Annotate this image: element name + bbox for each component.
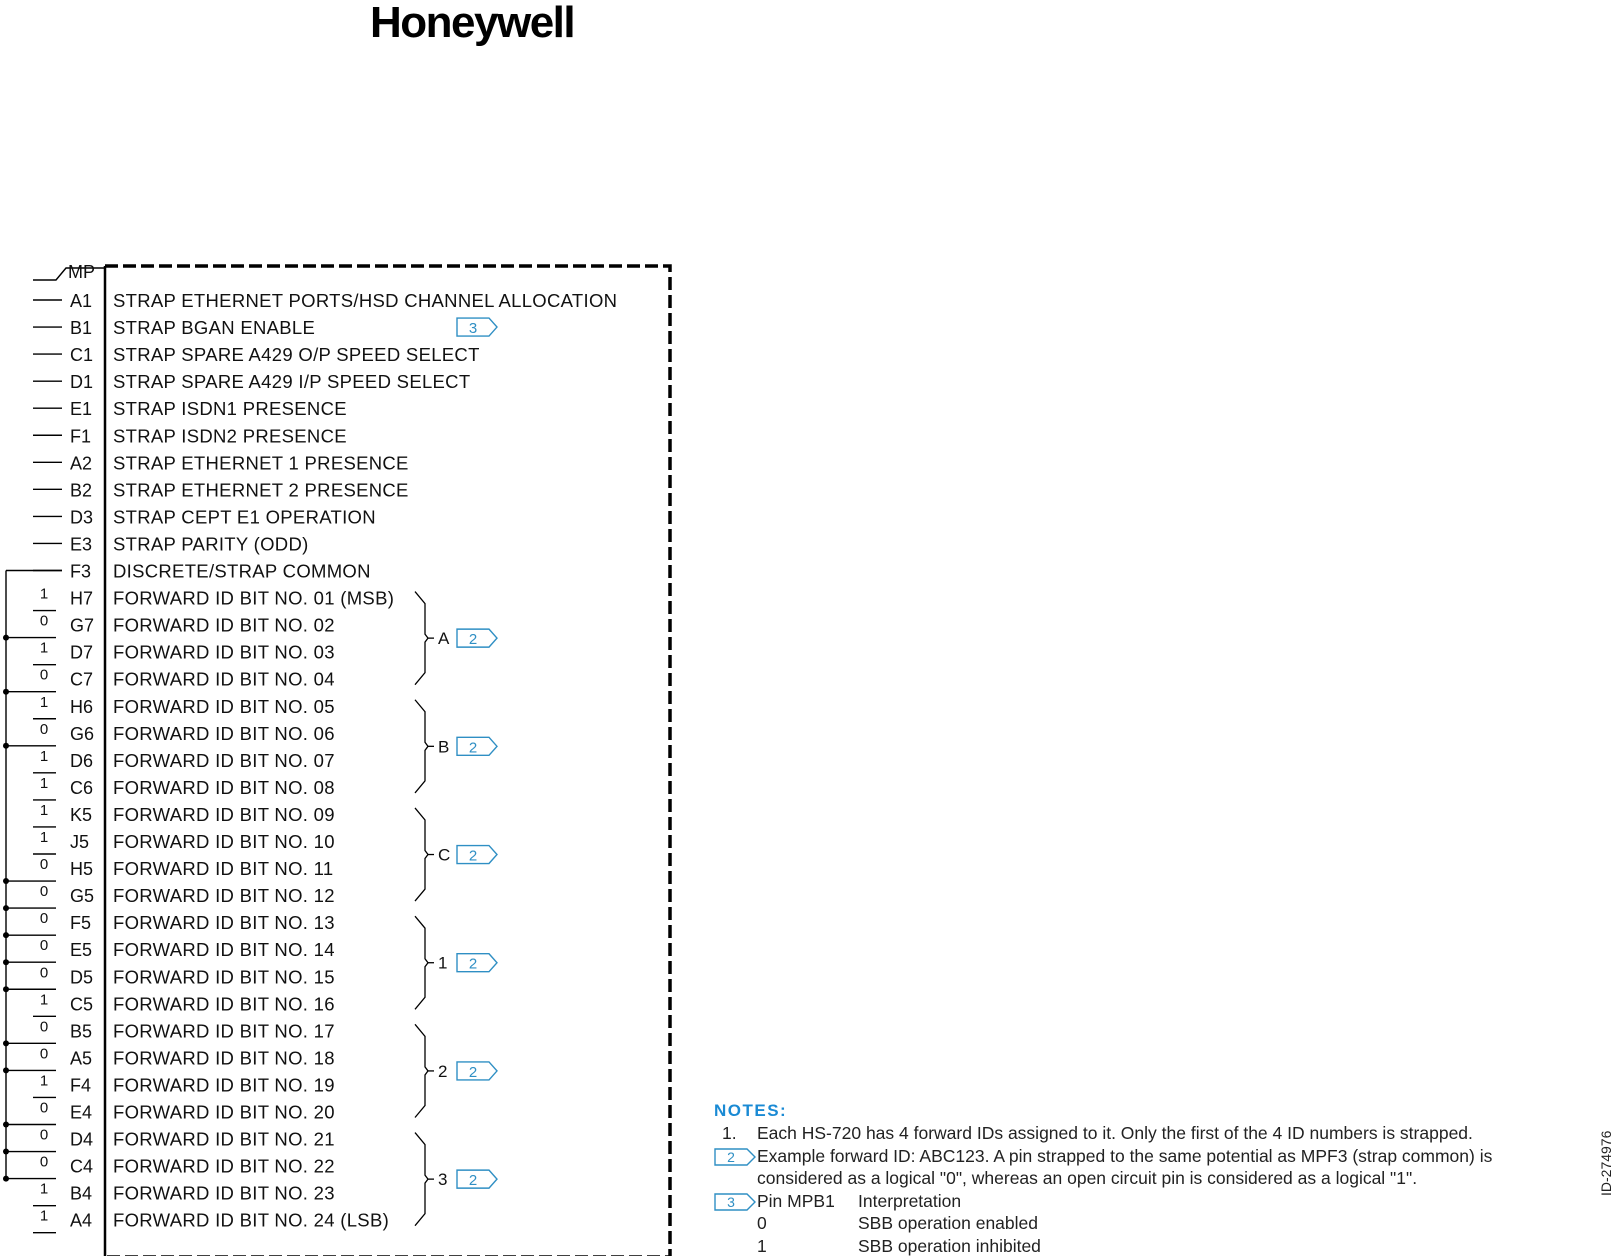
pin-id: K5: [70, 805, 92, 825]
pin-row: [33, 856, 333, 881]
signal-name: FORWARD ID BIT NO. 05: [113, 696, 335, 717]
note-3-col2-header: Interpretation: [858, 1190, 961, 1213]
group-brace: [415, 1133, 497, 1226]
pin-id: A5: [70, 1048, 92, 1068]
signal-name: FORWARD ID BIT NO. 12: [113, 885, 335, 906]
bit-value: 0: [40, 721, 48, 738]
signal-name: STRAP ISDN2 PRESENCE: [113, 425, 347, 446]
note-3-row: [714, 1212, 1594, 1235]
signal-name: FORWARD ID BIT NO. 21: [113, 1129, 335, 1150]
pin-strapping-diagram: [0, 0, 690, 1256]
brace-shape: [415, 1024, 428, 1117]
junction-dot: [3, 959, 9, 965]
brace-shape: [415, 808, 428, 901]
bit-value: 1: [40, 694, 48, 711]
pin-id: D1: [70, 372, 93, 392]
pin-row: [33, 479, 409, 500]
pin-id: C4: [70, 1157, 93, 1177]
signal-name: DISCRETE/STRAP COMMON: [113, 561, 371, 582]
bit-value: 0: [40, 613, 48, 630]
drawing-id: ID-274976: [1598, 1131, 1614, 1196]
pin-id: J5: [70, 832, 89, 852]
pin-id: E1: [70, 399, 92, 419]
pin-id: D7: [70, 643, 93, 663]
signal-name: FORWARD ID BIT NO. 20: [113, 1102, 335, 1123]
pin-row: [33, 640, 335, 665]
pin-id: H7: [70, 589, 93, 609]
junction-dot: [3, 1176, 9, 1182]
signal-name: STRAP ETHERNET 1 PRESENCE: [113, 452, 409, 473]
note-3-row-value: 1: [757, 1235, 767, 1257]
group-label: C: [438, 846, 450, 865]
svg-text:2: 2: [469, 739, 477, 756]
pin-id: F5: [70, 913, 91, 933]
bit-value: 1: [40, 640, 48, 657]
pin-row: [33, 910, 335, 935]
pin-row: [33, 561, 371, 582]
junction-dot: [3, 743, 9, 749]
bit-value: 1: [40, 748, 48, 765]
note-flag-2-icon: 2: [714, 1148, 756, 1166]
signal-name: FORWARD ID BIT NO. 24 (LSB): [113, 1210, 389, 1231]
pin-rows: [33, 290, 617, 1233]
signal-name: STRAP SPARE A429 O/P SPEED SELECT: [113, 344, 480, 365]
note-1-text: Each HS-720 has 4 forward IDs assigned to it. Only the first of the 4 ID numbers is strapped.: [757, 1122, 1473, 1145]
note-2: [714, 1145, 1594, 1168]
bit-value: 0: [40, 856, 48, 873]
bit-value: 1: [40, 1072, 48, 1089]
note-flag-3-icon: 3: [714, 1193, 756, 1211]
pin-id: G6: [70, 724, 94, 744]
pin-id: D6: [70, 751, 93, 771]
note-flag-icon: [457, 846, 497, 865]
junction-dot: [3, 932, 9, 938]
pin-row: [33, 883, 335, 908]
bit-value: 0: [40, 667, 48, 684]
signal-name: STRAP PARITY (ODD): [113, 533, 309, 554]
signal-name: FORWARD ID BIT NO. 17: [113, 1020, 335, 1041]
signal-name: FORWARD ID BIT NO. 09: [113, 804, 335, 825]
connector-label: MP: [68, 262, 95, 282]
pin-row: [33, 667, 335, 692]
notes-section: [714, 1100, 1594, 1257]
junction-dot: [3, 1149, 9, 1155]
pin-row: [33, 1181, 335, 1206]
signal-name: FORWARD ID BIT NO. 04: [113, 669, 335, 690]
signal-name: STRAP SPARE A429 I/P SPEED SELECT: [113, 371, 470, 392]
junction-dot: [3, 986, 9, 992]
signal-name: FORWARD ID BIT NO. 19: [113, 1074, 335, 1095]
note-2-text-line2: considered as a logical "0", whereas an open circuit pin is considered as a logical "1".: [757, 1167, 1417, 1190]
signal-name: FORWARD ID BIT NO. 18: [113, 1047, 335, 1068]
pin-row: [33, 613, 335, 638]
pin-id: D4: [70, 1130, 93, 1150]
bit-value: 0: [40, 1154, 48, 1171]
pin-id: F4: [70, 1075, 91, 1095]
brace-shape: [415, 1133, 428, 1226]
signal-name: STRAP ISDN1 PRESENCE: [113, 398, 347, 419]
pin-id: G5: [70, 886, 94, 906]
bit-value: 1: [40, 1181, 48, 1198]
signal-name: FORWARD ID BIT NO. 03: [113, 642, 335, 663]
pin-id: A4: [70, 1211, 92, 1231]
signal-name: STRAP CEPT E1 OPERATION: [113, 506, 376, 527]
signal-name: FORWARD ID BIT NO. 10: [113, 831, 335, 852]
bit-value: 0: [40, 1018, 48, 1035]
junction-dot: [3, 905, 9, 911]
bit-value: 0: [40, 910, 48, 927]
id-character-groups: [415, 592, 497, 1226]
pin-id: D5: [70, 967, 93, 987]
note-3: [714, 1190, 1594, 1213]
pin-id: C1: [70, 345, 93, 365]
bit-value: 0: [40, 937, 48, 954]
strap-common-bus: [3, 571, 62, 1182]
note-3-row: [714, 1235, 1594, 1257]
pin-id: F3: [70, 562, 91, 582]
signal-name: FORWARD ID BIT NO. 11: [113, 858, 333, 879]
pin-id: H6: [70, 697, 93, 717]
pin-row: [33, 425, 347, 446]
bit-value: 1: [40, 586, 48, 603]
bit-value: 0: [40, 1127, 48, 1144]
pin-id: E4: [70, 1103, 92, 1123]
pin-row: [33, 371, 470, 392]
signal-name: FORWARD ID BIT NO. 06: [113, 723, 335, 744]
bit-value: 1: [40, 802, 48, 819]
signal-name: STRAP BGAN ENABLE: [113, 317, 315, 338]
signal-name: FORWARD ID BIT NO. 08: [113, 777, 335, 798]
pin-id: G7: [70, 616, 94, 636]
bit-value: 1: [40, 775, 48, 792]
signal-name: STRAP ETHERNET 2 PRESENCE: [113, 479, 409, 500]
group-label: A: [438, 629, 450, 648]
pin-row: [33, 991, 335, 1016]
note-flag-icon: [457, 1170, 497, 1189]
notes-title: NOTES:: [714, 1100, 1594, 1122]
honeywell-logo: Honeywell: [370, 0, 574, 48]
pin-row: [33, 964, 335, 989]
note-1: [714, 1122, 1594, 1145]
pin-row: [33, 1100, 335, 1125]
junction-dot: [3, 1040, 9, 1046]
group-brace: [415, 1024, 497, 1117]
pin-id: B4: [70, 1184, 92, 1204]
bit-value: 1: [40, 829, 48, 846]
signal-name: FORWARD ID BIT NO. 02: [113, 615, 335, 636]
pin-row: [33, 775, 335, 800]
group-brace: [415, 808, 497, 901]
pin-id: C5: [70, 994, 93, 1014]
pin-row: [33, 1018, 335, 1043]
signal-name: FORWARD ID BIT NO. 13: [113, 912, 335, 933]
note-3-row-text: SBB operation inhibited: [858, 1235, 1041, 1257]
note-3-row-value: 0: [757, 1212, 767, 1235]
brace-shape: [415, 916, 428, 1009]
pin-id: C7: [70, 670, 93, 690]
bit-value: 0: [40, 964, 48, 981]
note-flag-icon: [457, 737, 497, 756]
pin-row: [33, 937, 335, 962]
group-label: B: [438, 737, 449, 756]
pin-row: [33, 829, 335, 854]
pin-row: [33, 533, 309, 554]
pin-row: [33, 317, 497, 338]
pin-row: [33, 1072, 335, 1097]
note-flag-icon: [457, 318, 497, 337]
note-flag-icon: [457, 1062, 497, 1081]
bit-value: 0: [40, 1045, 48, 1062]
pin-id: B2: [70, 480, 92, 500]
group-brace: [415, 916, 497, 1009]
signal-name: FORWARD ID BIT NO. 22: [113, 1156, 335, 1177]
svg-text:2: 2: [469, 631, 477, 648]
note-2-text-line1: Example forward ID: ABC123. A pin strapped to the same potential as MPF3 (strap common) is: [757, 1145, 1492, 1168]
group-label: 3: [438, 1170, 447, 1189]
pin-row: [33, 694, 335, 719]
note-flag-icon: [457, 629, 497, 648]
group-brace: [415, 700, 497, 793]
note-flag-icon: [457, 954, 497, 973]
signal-name: FORWARD ID BIT NO. 23: [113, 1183, 335, 1204]
svg-text:2: 2: [469, 848, 477, 865]
group-label: 1: [438, 954, 447, 973]
note-3-col1-header: Pin MPB1: [757, 1190, 835, 1213]
signal-name: STRAP ETHERNET PORTS/HSD CHANNEL ALLOCATION: [113, 290, 617, 311]
pin-row: [33, 506, 376, 527]
group-label: 2: [438, 1062, 447, 1081]
bit-value: 1: [40, 1208, 48, 1225]
note-2-continued: [714, 1167, 1594, 1190]
pin-row: [33, 1208, 389, 1233]
svg-text:2: 2: [469, 1172, 477, 1189]
junction-dot: [3, 635, 9, 641]
group-brace: [415, 592, 497, 685]
pin-id: D3: [70, 507, 93, 527]
brace-shape: [415, 592, 428, 685]
junction-dot: [3, 689, 9, 695]
bit-value: 0: [40, 1100, 48, 1117]
pin-id: B5: [70, 1021, 92, 1041]
pin-id: A2: [70, 453, 92, 473]
pin-row: [33, 586, 394, 611]
pin-id: E3: [70, 534, 92, 554]
brace-shape: [415, 700, 428, 793]
signal-name: FORWARD ID BIT NO. 07: [113, 750, 335, 771]
pin-id: H5: [70, 859, 93, 879]
note-1-number: 1.: [722, 1122, 737, 1145]
pin-row: [33, 452, 409, 473]
pin-row: [33, 748, 335, 773]
pin-id: E5: [70, 940, 92, 960]
svg-text:2: 2: [469, 1064, 477, 1081]
junction-dot: [3, 878, 9, 884]
bit-value: 0: [40, 883, 48, 900]
pin-row: [33, 398, 347, 419]
junction-dot: [3, 1067, 9, 1073]
pin-row: [33, 344, 480, 365]
pin-id: B1: [70, 318, 92, 338]
pin-id: C6: [70, 778, 93, 798]
pin-id: A1: [70, 291, 92, 311]
pin-row: [33, 1045, 335, 1070]
pin-row: [33, 1154, 335, 1179]
pin-id: F1: [70, 426, 91, 446]
pin-row: [33, 802, 335, 827]
pin-row: [33, 290, 617, 311]
note-3-row-text: SBB operation enabled: [858, 1212, 1038, 1235]
svg-text:3: 3: [469, 320, 477, 337]
signal-name: FORWARD ID BIT NO. 16: [113, 993, 335, 1014]
pin-row: [33, 1127, 335, 1152]
svg-text:2: 2: [469, 956, 477, 973]
signal-name: FORWARD ID BIT NO. 01 (MSB): [113, 588, 394, 609]
pin-row: [33, 721, 335, 746]
bit-value: 1: [40, 991, 48, 1008]
signal-name: FORWARD ID BIT NO. 14: [113, 939, 335, 960]
signal-name: FORWARD ID BIT NO. 15: [113, 966, 335, 987]
junction-dot: [3, 1122, 9, 1128]
